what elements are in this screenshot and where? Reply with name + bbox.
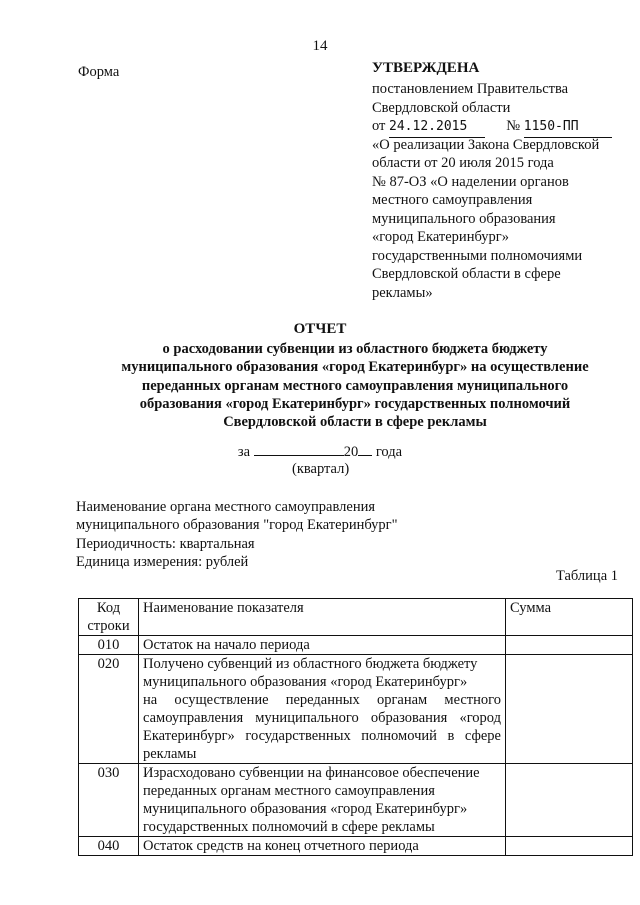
header-code-line: Код <box>96 600 121 616</box>
report-table <box>78 598 633 856</box>
date-prefix: от <box>372 118 386 134</box>
approval-line: «город Екатеринбург» <box>372 229 509 245</box>
period-year: 20 <box>343 444 359 460</box>
quarter-label: (квартал) <box>292 461 350 477</box>
row-name-line: Израсходовано субвенции на финансовое обеспечение <box>143 765 480 781</box>
table-row <box>79 636 633 655</box>
approval-line: местного самоуправления <box>372 192 533 208</box>
quarter-blank <box>254 455 344 456</box>
year-blank <box>358 455 372 456</box>
row-code: 040 <box>79 837 139 856</box>
approval-line: муниципального образования <box>372 210 556 227</box>
approval-line: постановлением Правительства <box>372 81 569 97</box>
report-period <box>0 444 640 461</box>
report-info <box>76 498 398 572</box>
report-subtitle <box>80 340 630 431</box>
row-sum <box>506 636 633 655</box>
page-number: 14 <box>312 38 328 54</box>
approval-line: № 87-ОЗ «О наделении органов <box>372 173 569 190</box>
table-label: Таблица 1 <box>555 568 618 584</box>
info-line: Наименование органа местного самоуправления <box>76 499 376 515</box>
approval-date: 24.12.2015 <box>389 118 485 138</box>
row-name <box>139 837 506 856</box>
approval-line: области от 20 июля 2015 года <box>372 155 554 171</box>
row-name-line: муниципального образования «город Екатеринбург» <box>143 674 468 690</box>
header-code <box>79 599 139 636</box>
subtitle-line: муниципального образования «город Екатеринбург» на осуществление <box>121 359 589 376</box>
row-name-line: Остаток на начало периода <box>143 637 310 653</box>
row-name-line: рекламы <box>143 746 197 762</box>
header-code-line: строки <box>87 618 130 634</box>
row-code: 020 <box>79 655 139 764</box>
row-sum <box>506 837 633 856</box>
approval-line: Свердловской области <box>372 99 511 116</box>
subtitle-line: Свердловской области в сфере рекламы <box>223 414 487 431</box>
row-code: 010 <box>79 636 139 655</box>
row-name-line: Получено субвенций из областного бюджета бюджету <box>143 656 478 672</box>
info-line: Периодичность: квартальная <box>76 535 255 552</box>
table-header-row <box>79 599 633 636</box>
row-name-line: Екатеринбург» государственных полномочий в сфере <box>143 728 501 744</box>
form-label: Форма <box>78 64 120 80</box>
row-name-line: самоуправления муниципального образования «город <box>143 710 501 726</box>
info-line: Единица измерения: рублей <box>76 554 249 571</box>
header-name: Наименование показателя <box>139 599 506 636</box>
table-row <box>79 837 633 856</box>
subtitle-line: образования «город Екатеринбург» государственных полномочий <box>139 395 571 412</box>
approval-heading: УТВЕРЖДЕНА <box>372 60 480 76</box>
row-sum <box>506 655 633 764</box>
approval-line: Свердловской области в сфере <box>372 266 561 282</box>
row-name <box>139 636 506 655</box>
subtitle-line: переданных органам местного самоуправления муниципального <box>141 377 569 394</box>
period-prefix: за <box>237 444 251 460</box>
number-prefix: № <box>506 118 521 134</box>
approval-number: 1150-ПП <box>524 118 612 138</box>
row-name <box>139 655 506 764</box>
header-sum: Сумма <box>506 599 633 636</box>
report-title: ОТЧЕТ <box>293 321 347 337</box>
approval-block <box>372 80 612 302</box>
info-line: муниципального образования "город Екатеринбург" <box>76 517 398 534</box>
approval-date-line <box>372 117 612 136</box>
row-name-line: Остаток средств на конец отчетного периода <box>143 838 419 854</box>
row-name <box>139 764 506 837</box>
row-name-line: муниципального образования «город Екатеринбург» <box>143 801 468 817</box>
table-row <box>79 655 633 764</box>
row-name-line: переданных органам местного самоуправления <box>143 783 435 799</box>
table-row <box>79 764 633 837</box>
subtitle-line: о расходовании субвенции из областного бюджета бюджету <box>162 341 548 357</box>
approval-line: государственными полномочиями <box>372 247 583 264</box>
period-suffix: года <box>375 444 403 460</box>
row-name-line: государственных полномочий в сфере рекламы <box>143 819 435 835</box>
row-name-line: на осуществление переданных органам местного <box>143 692 501 708</box>
approval-line: рекламы» <box>372 284 433 301</box>
row-code: 030 <box>79 764 139 837</box>
row-sum <box>506 764 633 837</box>
approval-line: «О реализации Закона Свердловской <box>372 136 600 153</box>
